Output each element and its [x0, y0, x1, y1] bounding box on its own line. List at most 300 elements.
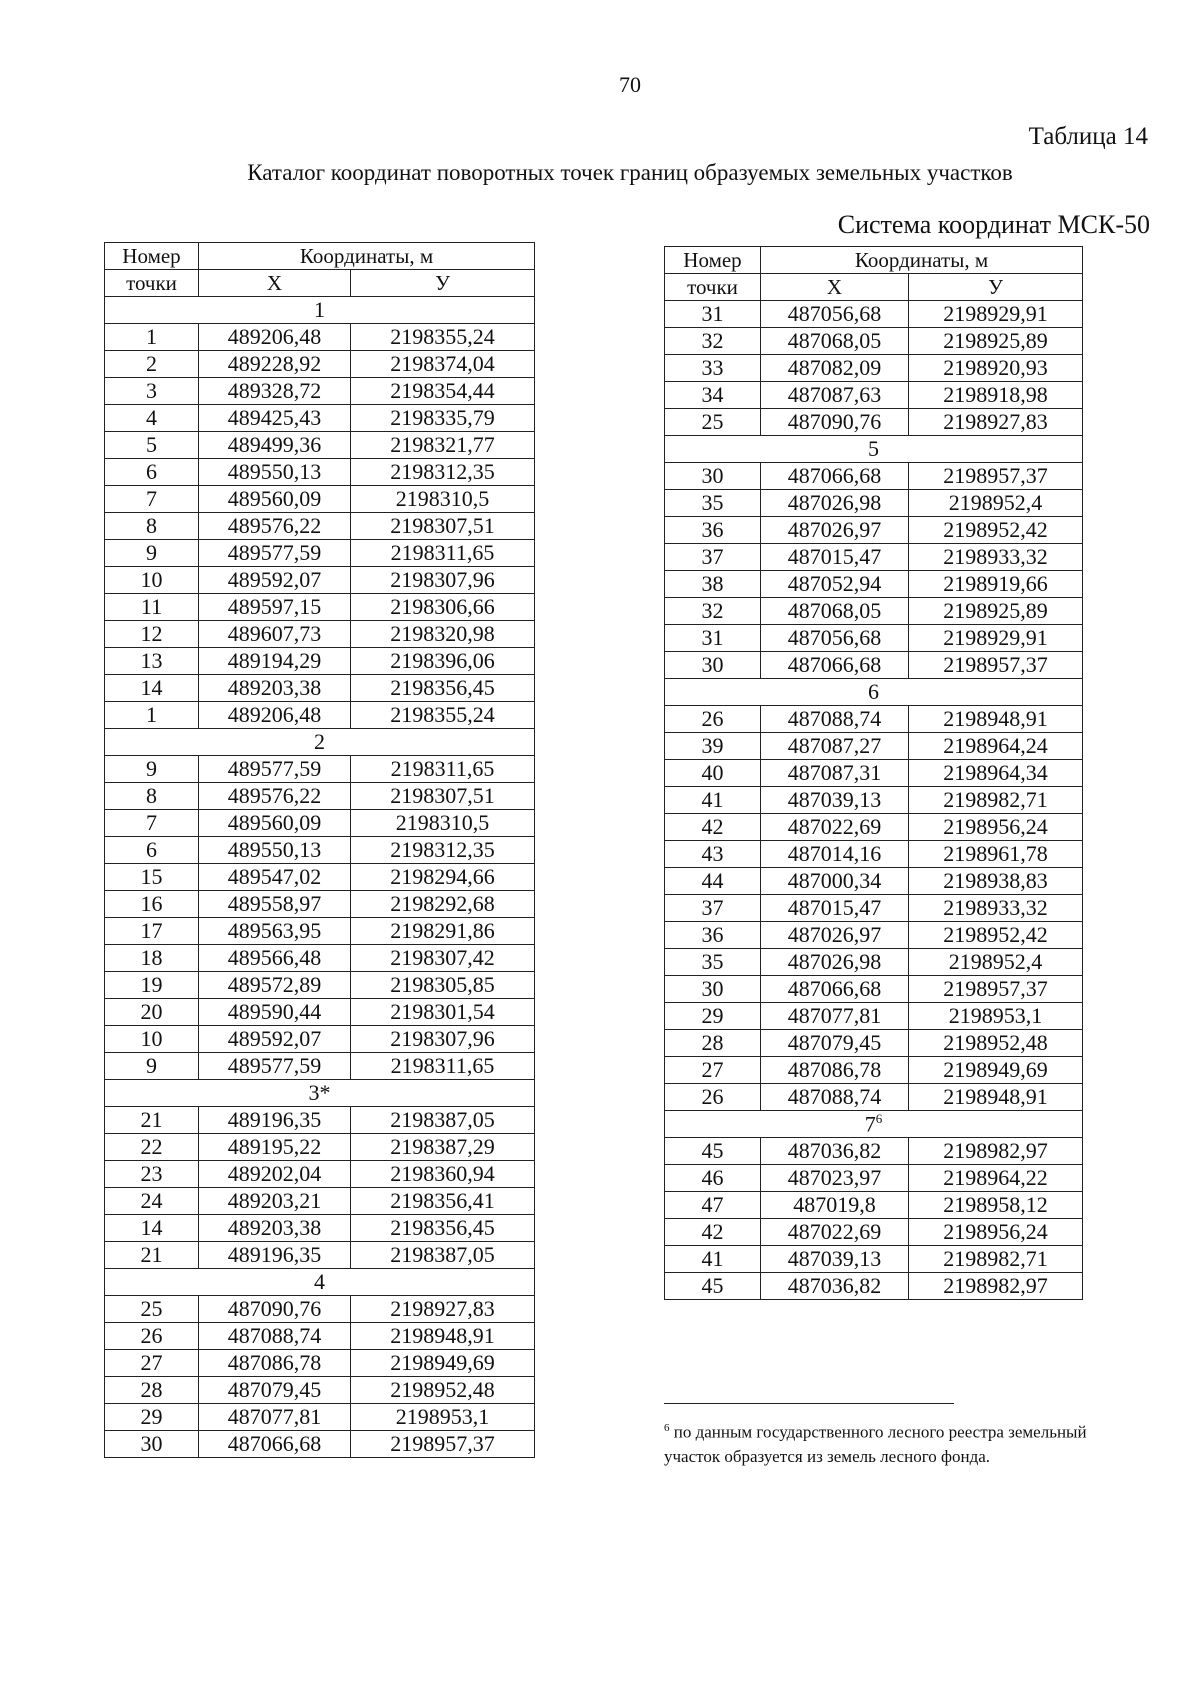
y-coordinate-cell: 2198307,96: [351, 1026, 535, 1053]
point-number-cell: 31: [665, 301, 761, 328]
point-number-cell: 31: [665, 625, 761, 652]
y-coordinate-cell: 2198355,24: [351, 702, 535, 729]
point-number-cell: 28: [665, 1030, 761, 1057]
x-coordinate-cell: 487022,69: [761, 814, 909, 841]
x-coordinate-cell: 489563,95: [199, 918, 351, 945]
point-number-cell: 10: [105, 567, 199, 594]
x-coordinate-cell: 489203,38: [199, 1215, 351, 1242]
point-number-cell: 14: [105, 1215, 199, 1242]
point-number-cell: 1: [105, 324, 199, 351]
point-number-cell: 41: [665, 1246, 761, 1273]
header-y: У: [909, 274, 1083, 301]
y-coordinate-cell: 2198355,24: [351, 324, 535, 351]
point-number-cell: 45: [665, 1138, 761, 1165]
x-coordinate-cell: 487036,82: [761, 1138, 909, 1165]
point-number-cell: 7: [105, 486, 199, 513]
table-row: [665, 841, 1083, 868]
x-coordinate-cell: 487077,81: [199, 1404, 351, 1431]
point-number-cell: 38: [665, 571, 761, 598]
table-row: [665, 1219, 1083, 1246]
y-coordinate-cell: 2198952,4: [909, 949, 1083, 976]
y-coordinate-cell: 2198957,37: [909, 976, 1083, 1003]
table-row: [105, 918, 535, 945]
x-coordinate-cell: 487086,78: [199, 1350, 351, 1377]
y-coordinate-cell: 2198920,93: [909, 355, 1083, 382]
x-coordinate-cell: 487068,05: [761, 328, 909, 355]
point-number-cell: 29: [665, 1003, 761, 1030]
point-number-cell: 28: [105, 1377, 199, 1404]
x-coordinate-cell: 487090,76: [199, 1296, 351, 1323]
point-number-cell: 6: [105, 837, 199, 864]
point-number-cell: 36: [665, 922, 761, 949]
header-x: X: [761, 274, 909, 301]
x-coordinate-cell: 487077,81: [761, 1003, 909, 1030]
table-row: [665, 976, 1083, 1003]
point-number-cell: 41: [665, 787, 761, 814]
y-coordinate-cell: 2198948,91: [351, 1323, 535, 1350]
point-number-cell: 26: [665, 706, 761, 733]
point-number-cell: 36: [665, 517, 761, 544]
table-row: [105, 378, 535, 405]
point-number-cell: 42: [665, 1219, 761, 1246]
point-number-cell: 12: [105, 621, 199, 648]
table-row: [665, 949, 1083, 976]
y-coordinate-cell: 2198952,48: [909, 1030, 1083, 1057]
y-coordinate-cell: 2198957,37: [351, 1431, 535, 1458]
x-coordinate-cell: 487036,82: [761, 1273, 909, 1300]
point-number-cell: 42: [665, 814, 761, 841]
x-coordinate-cell: 489195,22: [199, 1134, 351, 1161]
point-number-cell: 30: [665, 976, 761, 1003]
table-row: [105, 324, 535, 351]
table-row: [665, 382, 1083, 409]
y-coordinate-cell: 2198310,5: [351, 810, 535, 837]
x-coordinate-cell: 489206,48: [199, 324, 351, 351]
table-row: [665, 1165, 1083, 1192]
section-label: 3*: [105, 1080, 535, 1107]
y-coordinate-cell: 2198933,32: [909, 544, 1083, 571]
header-point-number: Номер: [665, 247, 761, 274]
x-coordinate-cell: 489577,59: [199, 1053, 351, 1080]
point-number-cell: 34: [665, 382, 761, 409]
x-coordinate-cell: 489228,92: [199, 351, 351, 378]
x-coordinate-cell: 487056,68: [761, 301, 909, 328]
y-coordinate-cell: 2198918,98: [909, 382, 1083, 409]
table-row: [105, 1350, 535, 1377]
y-coordinate-cell: 2198957,37: [909, 463, 1083, 490]
x-coordinate-cell: 487079,45: [199, 1377, 351, 1404]
y-coordinate-cell: 2198953,1: [351, 1404, 535, 1431]
table-row: [105, 1107, 535, 1134]
table-row: [105, 675, 535, 702]
table-row: [665, 1084, 1083, 1111]
x-coordinate-cell: 489203,38: [199, 675, 351, 702]
y-coordinate-cell: 2198952,42: [909, 922, 1083, 949]
table-row: [105, 999, 535, 1026]
footnote-text: по данным государственного лесного реестра земельный участок образуется из земель лесного фонда.: [664, 1422, 1087, 1466]
y-coordinate-cell: 2198387,05: [351, 1107, 535, 1134]
x-coordinate-cell: 487082,09: [761, 355, 909, 382]
table-row: [105, 972, 535, 999]
table-row: [665, 868, 1083, 895]
y-coordinate-cell: 2198964,34: [909, 760, 1083, 787]
point-number-cell: 1: [105, 702, 199, 729]
point-number-cell: 19: [105, 972, 199, 999]
point-number-cell: 32: [665, 598, 761, 625]
table-row: [105, 486, 535, 513]
x-coordinate-cell: 489560,09: [199, 810, 351, 837]
section-row: [105, 1269, 535, 1296]
y-coordinate-cell: 2198957,37: [909, 652, 1083, 679]
point-number-cell: 17: [105, 918, 199, 945]
point-number-cell: 40: [665, 760, 761, 787]
table-row: [105, 594, 535, 621]
point-number-cell: 18: [105, 945, 199, 972]
y-coordinate-cell: 2198961,78: [909, 841, 1083, 868]
point-number-cell: 4: [105, 405, 199, 432]
y-coordinate-cell: 2198360,94: [351, 1161, 535, 1188]
point-number-cell: 9: [105, 540, 199, 567]
point-number-cell: 27: [105, 1350, 199, 1377]
x-coordinate-cell: 487052,94: [761, 571, 909, 598]
x-coordinate-cell: 487066,68: [761, 976, 909, 1003]
y-coordinate-cell: 2198396,06: [351, 648, 535, 675]
table-row: [665, 760, 1083, 787]
y-coordinate-cell: 2198312,35: [351, 459, 535, 486]
point-number-cell: 2: [105, 351, 199, 378]
x-coordinate-cell: 489592,07: [199, 1026, 351, 1053]
point-number-cell: 30: [665, 463, 761, 490]
x-coordinate-cell: 489592,07: [199, 567, 351, 594]
table-row: [105, 1215, 535, 1242]
y-coordinate-cell: 2198387,05: [351, 1242, 535, 1269]
y-coordinate-cell: 2198307,96: [351, 567, 535, 594]
y-coordinate-cell: 2198982,71: [909, 787, 1083, 814]
x-coordinate-cell: 487014,16: [761, 841, 909, 868]
x-coordinate-cell: 487079,45: [761, 1030, 909, 1057]
table-body-right: [665, 301, 1083, 1300]
point-number-cell: 5: [105, 432, 199, 459]
x-coordinate-cell: 489206,48: [199, 702, 351, 729]
y-coordinate-cell: 2198307,42: [351, 945, 535, 972]
table-row: [105, 864, 535, 891]
y-coordinate-cell: 2198938,83: [909, 868, 1083, 895]
point-number-cell: 47: [665, 1192, 761, 1219]
section-label: $7^6$: [665, 1111, 1083, 1138]
point-number-cell: 35: [665, 490, 761, 517]
y-coordinate-cell: 2198925,89: [909, 598, 1083, 625]
y-coordinate-cell: 2198927,83: [351, 1296, 535, 1323]
x-coordinate-cell: 489558,97: [199, 891, 351, 918]
y-coordinate-cell: 2198925,89: [909, 328, 1083, 355]
table-row: [105, 1188, 535, 1215]
coordinates-table-right: [664, 246, 1083, 1300]
section-row: [665, 436, 1083, 463]
y-coordinate-cell: 2198929,91: [909, 301, 1083, 328]
y-coordinate-cell: 2198964,24: [909, 733, 1083, 760]
point-number-cell: 37: [665, 895, 761, 922]
point-number-cell: 9: [105, 1053, 199, 1080]
table-row: [665, 652, 1083, 679]
table-row: [665, 355, 1083, 382]
table-row: [105, 1431, 535, 1458]
x-coordinate-cell: 487087,27: [761, 733, 909, 760]
point-number-cell: 8: [105, 513, 199, 540]
footnote-mark: 6: [664, 1422, 670, 1434]
table-row: [665, 544, 1083, 571]
y-coordinate-cell: 2198982,97: [909, 1273, 1083, 1300]
x-coordinate-cell: 489499,36: [199, 432, 351, 459]
y-coordinate-cell: 2198374,04: [351, 351, 535, 378]
x-coordinate-cell: 489550,13: [199, 837, 351, 864]
y-coordinate-cell: 2198294,66: [351, 864, 535, 891]
table-row: [665, 301, 1083, 328]
table-row: [665, 517, 1083, 544]
table-row: [665, 1192, 1083, 1219]
footnote: [664, 1416, 1104, 1469]
point-number-cell: 43: [665, 841, 761, 868]
x-coordinate-cell: 487090,76: [761, 409, 909, 436]
y-coordinate-cell: 2198335,79: [351, 405, 535, 432]
y-coordinate-cell: 2198933,32: [909, 895, 1083, 922]
x-coordinate-cell: 489547,02: [199, 864, 351, 891]
y-coordinate-cell: 2198311,65: [351, 540, 535, 567]
header-x: X: [199, 270, 351, 297]
point-number-cell: 35: [665, 949, 761, 976]
coordinates-table-left: [104, 242, 535, 1458]
point-number-cell: 21: [105, 1107, 199, 1134]
section-row: [105, 729, 535, 756]
table-row: [105, 432, 535, 459]
point-number-cell: 11: [105, 594, 199, 621]
x-coordinate-cell: 489202,04: [199, 1161, 351, 1188]
x-coordinate-cell: 489196,35: [199, 1242, 351, 1269]
table-row: [665, 733, 1083, 760]
y-coordinate-cell: 2198919,66: [909, 571, 1083, 598]
x-coordinate-cell: 489577,59: [199, 540, 351, 567]
point-number-cell: 8: [105, 783, 199, 810]
x-coordinate-cell: 489572,89: [199, 972, 351, 999]
point-number-cell: 33: [665, 355, 761, 382]
x-coordinate-cell: 487026,97: [761, 517, 909, 544]
x-coordinate-cell: 487015,47: [761, 895, 909, 922]
x-coordinate-cell: 487066,68: [199, 1431, 351, 1458]
y-coordinate-cell: 2198964,22: [909, 1165, 1083, 1192]
x-coordinate-cell: 489566,48: [199, 945, 351, 972]
y-coordinate-cell: 2198310,5: [351, 486, 535, 513]
table-row: [665, 409, 1083, 436]
x-coordinate-cell: 489576,22: [199, 513, 351, 540]
x-coordinate-cell: 487088,74: [761, 1084, 909, 1111]
y-coordinate-cell: 2198356,45: [351, 1215, 535, 1242]
section-label: 4: [105, 1269, 535, 1296]
y-coordinate-cell: 2198948,91: [909, 1084, 1083, 1111]
x-coordinate-cell: 487066,68: [761, 463, 909, 490]
table-row: [665, 463, 1083, 490]
header-coordinates: Координаты, м: [761, 247, 1083, 274]
y-coordinate-cell: 2198949,69: [351, 1350, 535, 1377]
point-number-cell: 24: [105, 1188, 199, 1215]
x-coordinate-cell: 487000,34: [761, 868, 909, 895]
table-row: [105, 1026, 535, 1053]
point-number-cell: 25: [665, 409, 761, 436]
table-row: [105, 621, 535, 648]
table-row: [665, 571, 1083, 598]
table-row: [105, 891, 535, 918]
y-coordinate-cell: 2198387,29: [351, 1134, 535, 1161]
table-row: [105, 540, 535, 567]
table-row: [105, 810, 535, 837]
y-coordinate-cell: 2198307,51: [351, 513, 535, 540]
table-row: [105, 1377, 535, 1404]
section-label: 1: [105, 297, 535, 324]
table-row: [105, 459, 535, 486]
point-number-cell: 27: [665, 1057, 761, 1084]
table-row: [665, 1030, 1083, 1057]
table-row: [665, 706, 1083, 733]
y-coordinate-cell: 2198958,12: [909, 1192, 1083, 1219]
point-number-cell: 3: [105, 378, 199, 405]
y-coordinate-cell: 2198952,48: [351, 1377, 535, 1404]
table-row: [105, 756, 535, 783]
y-coordinate-cell: 2198953,1: [909, 1003, 1083, 1030]
section-row: [665, 1111, 1083, 1138]
table-row: [105, 513, 535, 540]
x-coordinate-cell: 489196,35: [199, 1107, 351, 1134]
footnote-divider: [664, 1403, 954, 1404]
section-row: [105, 1080, 535, 1107]
y-coordinate-cell: 2198356,45: [351, 675, 535, 702]
y-coordinate-cell: 2198956,24: [909, 1219, 1083, 1246]
section-row: [105, 297, 535, 324]
table-row: [105, 648, 535, 675]
section-label: 6: [665, 679, 1083, 706]
point-number-cell: 21: [105, 1242, 199, 1269]
x-coordinate-cell: 489576,22: [199, 783, 351, 810]
y-coordinate-cell: 2198311,65: [351, 1053, 535, 1080]
table-row: [665, 1273, 1083, 1300]
x-coordinate-cell: 487087,63: [761, 382, 909, 409]
table-row: [105, 1404, 535, 1431]
table-row: [665, 328, 1083, 355]
table-row: [665, 787, 1083, 814]
x-coordinate-cell: 489425,43: [199, 405, 351, 432]
y-coordinate-cell: 2198354,44: [351, 378, 535, 405]
y-coordinate-cell: 2198306,66: [351, 594, 535, 621]
point-number-cell: 22: [105, 1134, 199, 1161]
x-coordinate-cell: 487019,8: [761, 1192, 909, 1219]
table-row: [105, 567, 535, 594]
point-number-cell: 30: [105, 1431, 199, 1458]
y-coordinate-cell: 2198291,86: [351, 918, 535, 945]
y-coordinate-cell: 2198321,77: [351, 432, 535, 459]
header-point-number-2: точки: [105, 270, 199, 297]
point-number-cell: 26: [105, 1323, 199, 1350]
y-coordinate-cell: 2198949,69: [909, 1057, 1083, 1084]
x-coordinate-cell: 487039,13: [761, 1246, 909, 1273]
y-coordinate-cell: 2198307,51: [351, 783, 535, 810]
x-coordinate-cell: 487087,31: [761, 760, 909, 787]
point-number-cell: 45: [665, 1273, 761, 1300]
table-body-left: [105, 297, 535, 1458]
point-number-cell: 7: [105, 810, 199, 837]
table-row: [665, 1057, 1083, 1084]
table-row: [105, 1296, 535, 1323]
table-row: [665, 1138, 1083, 1165]
x-coordinate-cell: 487068,05: [761, 598, 909, 625]
header-y: У: [351, 270, 535, 297]
x-coordinate-cell: 487066,68: [761, 652, 909, 679]
x-coordinate-cell: 487086,78: [761, 1057, 909, 1084]
y-coordinate-cell: 2198982,97: [909, 1138, 1083, 1165]
x-coordinate-cell: 487015,47: [761, 544, 909, 571]
point-number-cell: 29: [105, 1404, 199, 1431]
table-row: [105, 1323, 535, 1350]
table-row: [665, 490, 1083, 517]
table-row: [105, 837, 535, 864]
point-number-cell: 46: [665, 1165, 761, 1192]
point-number-cell: 25: [105, 1296, 199, 1323]
section-row: [665, 679, 1083, 706]
x-coordinate-cell: 489550,13: [199, 459, 351, 486]
point-number-cell: 14: [105, 675, 199, 702]
point-number-cell: 16: [105, 891, 199, 918]
x-coordinate-cell: 489328,72: [199, 378, 351, 405]
header-point-number-2: точки: [665, 274, 761, 301]
table-row: [105, 1053, 535, 1080]
x-coordinate-cell: 489577,59: [199, 756, 351, 783]
table-row: [665, 625, 1083, 652]
y-coordinate-cell: 2198312,35: [351, 837, 535, 864]
table-row: [105, 1161, 535, 1188]
table-row: [665, 1246, 1083, 1273]
section-label: 2: [105, 729, 535, 756]
table-row: [665, 895, 1083, 922]
x-coordinate-cell: 489607,73: [199, 621, 351, 648]
table-row: [105, 945, 535, 972]
y-coordinate-cell: 2198948,91: [909, 706, 1083, 733]
x-coordinate-cell: 487088,74: [761, 706, 909, 733]
x-coordinate-cell: 489203,21: [199, 1188, 351, 1215]
y-coordinate-cell: 2198952,42: [909, 517, 1083, 544]
page-number: 70: [619, 72, 641, 97]
x-coordinate-cell: 487026,97: [761, 922, 909, 949]
x-coordinate-cell: 487056,68: [761, 625, 909, 652]
y-coordinate-cell: 2198929,91: [909, 625, 1083, 652]
table-row: [105, 702, 535, 729]
y-coordinate-cell: 2198956,24: [909, 814, 1083, 841]
point-number-cell: 13: [105, 648, 199, 675]
y-coordinate-cell: 2198356,41: [351, 1188, 535, 1215]
table-row: [105, 1242, 535, 1269]
point-number-cell: 10: [105, 1026, 199, 1053]
x-coordinate-cell: 489590,44: [199, 999, 351, 1026]
x-coordinate-cell: 487023,97: [761, 1165, 909, 1192]
section-footnote-mark: 6: [875, 1111, 883, 1127]
x-coordinate-cell: 489560,09: [199, 486, 351, 513]
y-coordinate-cell: 2198927,83: [909, 409, 1083, 436]
point-number-cell: 37: [665, 544, 761, 571]
table-row: [665, 814, 1083, 841]
section-label: 5: [665, 436, 1083, 463]
table-label: Таблица 14: [1028, 123, 1148, 150]
point-number-cell: 6: [105, 459, 199, 486]
coordinate-system-label: Система координат МСК-50: [837, 210, 1150, 239]
y-coordinate-cell: 2198305,85: [351, 972, 535, 999]
table-row: [105, 351, 535, 378]
table-row: [665, 922, 1083, 949]
y-coordinate-cell: 2198311,65: [351, 756, 535, 783]
